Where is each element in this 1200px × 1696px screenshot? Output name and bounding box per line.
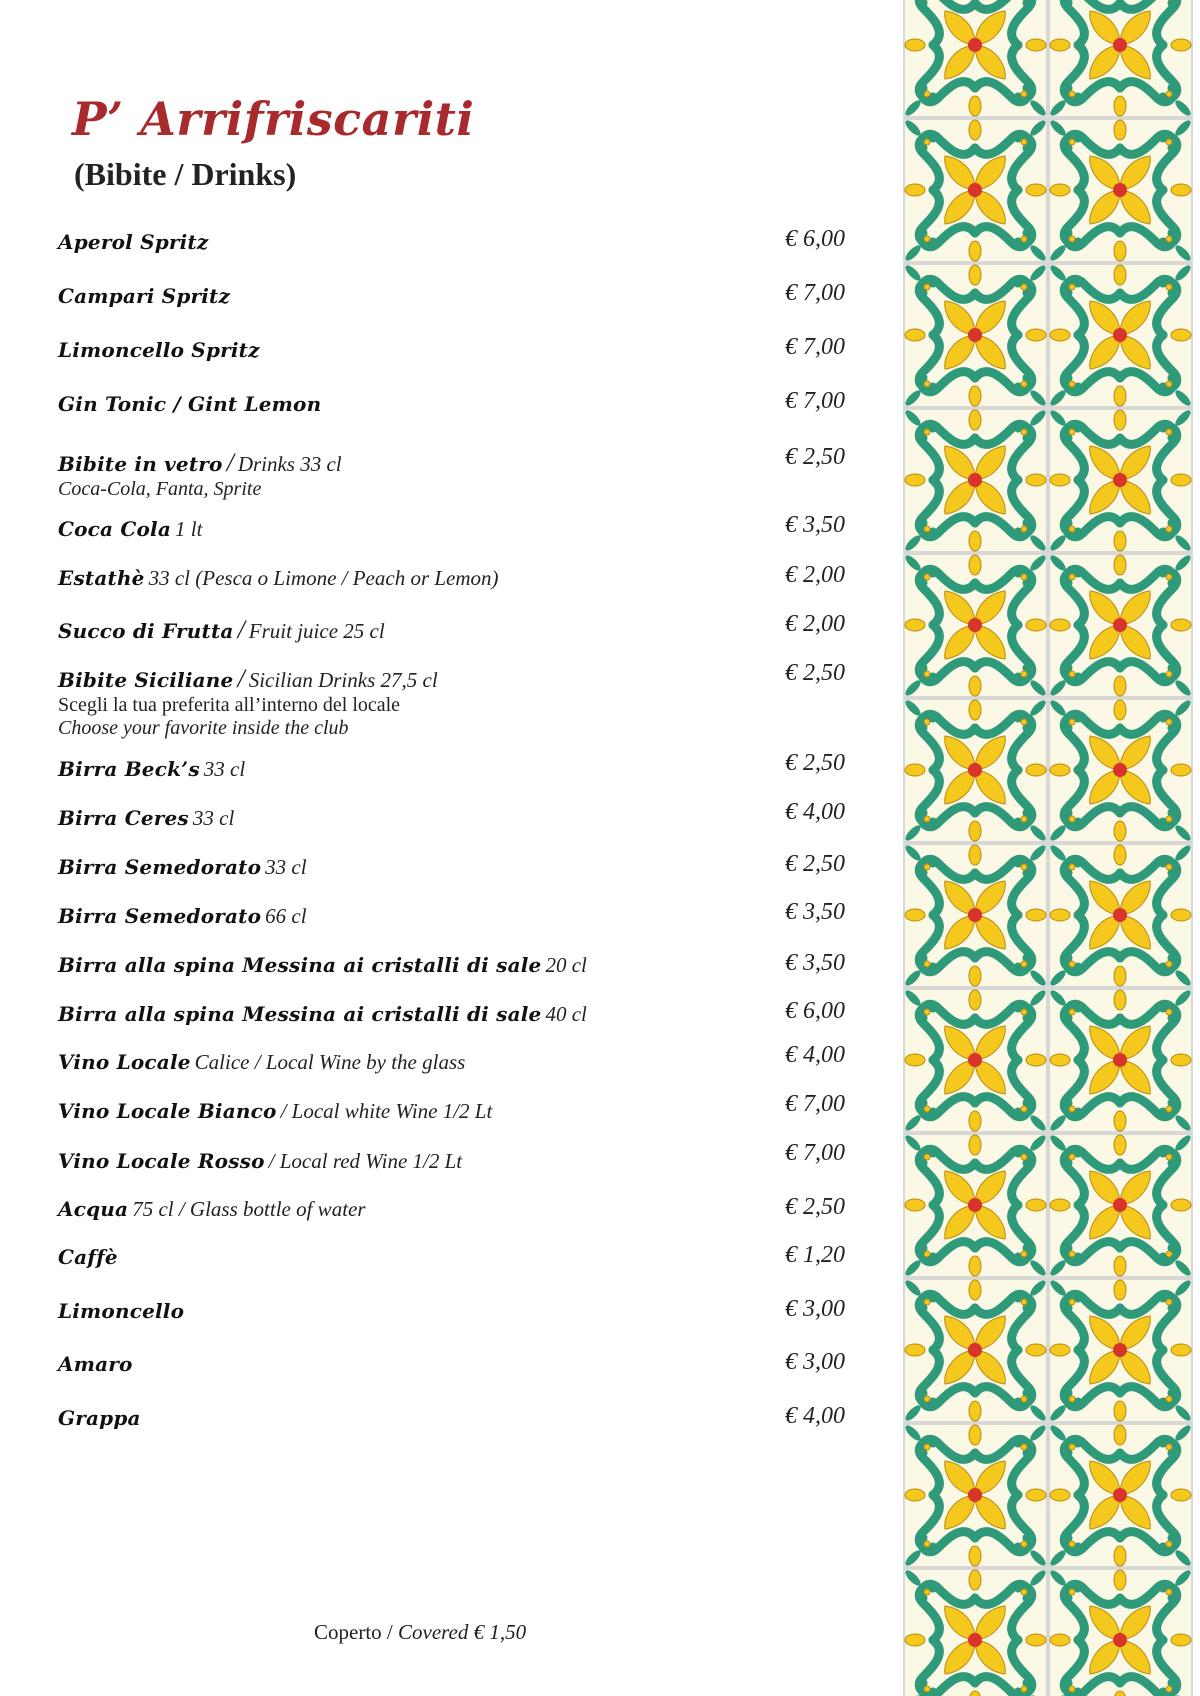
item-detail: 33 cl [265, 855, 307, 879]
item-name: Grappa [58, 1406, 141, 1430]
menu-subtitle: (Bibite / Drinks) [74, 156, 297, 192]
item-name: Vino Locale Rosso [58, 1149, 265, 1173]
item-name: Bibite in vetro [58, 452, 223, 476]
item-price: € 3,50 [785, 899, 845, 925]
item-detail: 40 cl [545, 1002, 587, 1026]
item-name: Acqua [58, 1197, 129, 1221]
item-detail: 75 cl / Glass bottle of water [132, 1197, 366, 1221]
separator: / [237, 615, 245, 644]
item-price: € 3,00 [785, 1349, 845, 1375]
menu-item [58, 1197, 768, 1222]
item-name: Amaro [58, 1352, 133, 1376]
menu-item [58, 566, 768, 591]
separator: / [237, 664, 245, 693]
item-detail: / Local red Wine 1/2 Lt [268, 1149, 463, 1173]
item-price: € 7,00 [785, 388, 845, 414]
item-price: € 7,00 [785, 334, 845, 360]
item-detail: 33 cl [192, 806, 235, 830]
menu-item [58, 806, 768, 831]
menu-item [58, 448, 768, 501]
decorative-tile-border [903, 0, 1200, 1696]
menu-item [58, 1099, 768, 1124]
item-price: € 2,50 [785, 444, 845, 470]
item-detail: 66 cl [265, 904, 307, 928]
item-price: € 2,00 [785, 562, 845, 588]
item-name: Birra Semedorato [58, 855, 262, 879]
item-detail: 1 lt [174, 517, 203, 541]
menu-item [58, 392, 768, 416]
item-name: Limoncello Spritz [58, 338, 260, 362]
item-price: € 4,00 [785, 1042, 845, 1068]
item-note: Scegli la tua preferita all’interno del locale [58, 694, 401, 716]
item-price: € 7,00 [785, 1091, 845, 1117]
item-detail: Sicilian Drinks 27,5 cl [248, 668, 438, 692]
item-note: Choose your favorite inside the club [58, 717, 349, 739]
item-detail: 33 cl (Pesca o Limone / Peach or Lemon) [148, 566, 499, 590]
item-price: € 2,00 [785, 611, 845, 637]
item-name: Campari Spritz [58, 284, 231, 308]
item-price: € 3,50 [785, 950, 845, 976]
separator: / [226, 448, 234, 477]
item-price: € 6,00 [785, 226, 845, 252]
item-detail: / Local white Wine 1/2 Lt [280, 1099, 493, 1123]
item-name: Vino Locale Bianco [58, 1099, 277, 1123]
menu-item [58, 1149, 768, 1174]
item-name: Birra Beck’s [58, 757, 200, 781]
menu-item [58, 664, 768, 740]
item-price: € 2,50 [785, 851, 845, 877]
item-detail: 33 cl [203, 757, 246, 781]
item-name: Succo di Frutta [58, 619, 234, 643]
item-name: Coca Cola [58, 517, 171, 541]
menu-item [58, 855, 768, 880]
item-detail: 20 cl [545, 953, 587, 977]
menu-item [58, 1002, 768, 1027]
menu-item [58, 517, 768, 542]
menu-item [58, 284, 768, 308]
item-price: € 3,00 [785, 1296, 845, 1322]
menu-item [58, 1245, 768, 1269]
item-price: € 2,50 [785, 660, 845, 686]
item-detail: Drinks 33 cl [237, 452, 342, 476]
menu-title: P’ Arrifriscariti [72, 92, 475, 146]
item-detail: Fruit juice 25 cl [248, 619, 385, 643]
menu-item [58, 953, 768, 978]
menu-item [58, 615, 768, 645]
item-name: Aperol Spritz [58, 230, 209, 254]
cover-charge [314, 1620, 526, 1645]
menu-item [58, 338, 768, 362]
item-name: Estathè [58, 566, 145, 590]
menu-item [58, 1352, 768, 1376]
item-name: Birra alla spina Messina ai cristalli di sale [58, 953, 542, 977]
menu-item [58, 1406, 768, 1430]
item-name: Gin Tonic / Gint Lemon [58, 392, 322, 416]
item-price: € 7,00 [785, 1140, 845, 1166]
item-name: Caffè [58, 1245, 118, 1269]
item-name: Birra Semedorato [58, 904, 262, 928]
item-name: Birra alla spina Messina ai cristalli di sale [58, 1002, 542, 1026]
item-name: Bibite Siciliane [58, 668, 234, 692]
item-detail: Calice / Local Wine by the glass [194, 1050, 466, 1074]
menu-item [58, 230, 768, 254]
item-price: € 4,00 [785, 799, 845, 825]
item-price: € 2,50 [785, 750, 845, 776]
item-price: € 7,00 [785, 280, 845, 306]
cover-label: Coperto / [314, 1620, 393, 1644]
item-name: Limoncello [58, 1299, 185, 1323]
menu-item [58, 1050, 768, 1075]
item-price: € 3,50 [785, 512, 845, 538]
item-name: Birra Ceres [58, 806, 189, 830]
item-price: € 4,00 [785, 1403, 845, 1429]
item-note: Coca-Cola, Fanta, Sprite [58, 478, 262, 500]
menu-item [58, 904, 768, 929]
item-price: € 6,00 [785, 998, 845, 1024]
menu-item [58, 757, 768, 782]
cover-label-en: Covered € 1,50 [398, 1620, 527, 1644]
menu-item [58, 1299, 768, 1323]
item-price: € 2,50 [785, 1194, 845, 1220]
item-price: € 1,20 [785, 1242, 845, 1268]
item-name: Vino Locale [58, 1050, 191, 1074]
